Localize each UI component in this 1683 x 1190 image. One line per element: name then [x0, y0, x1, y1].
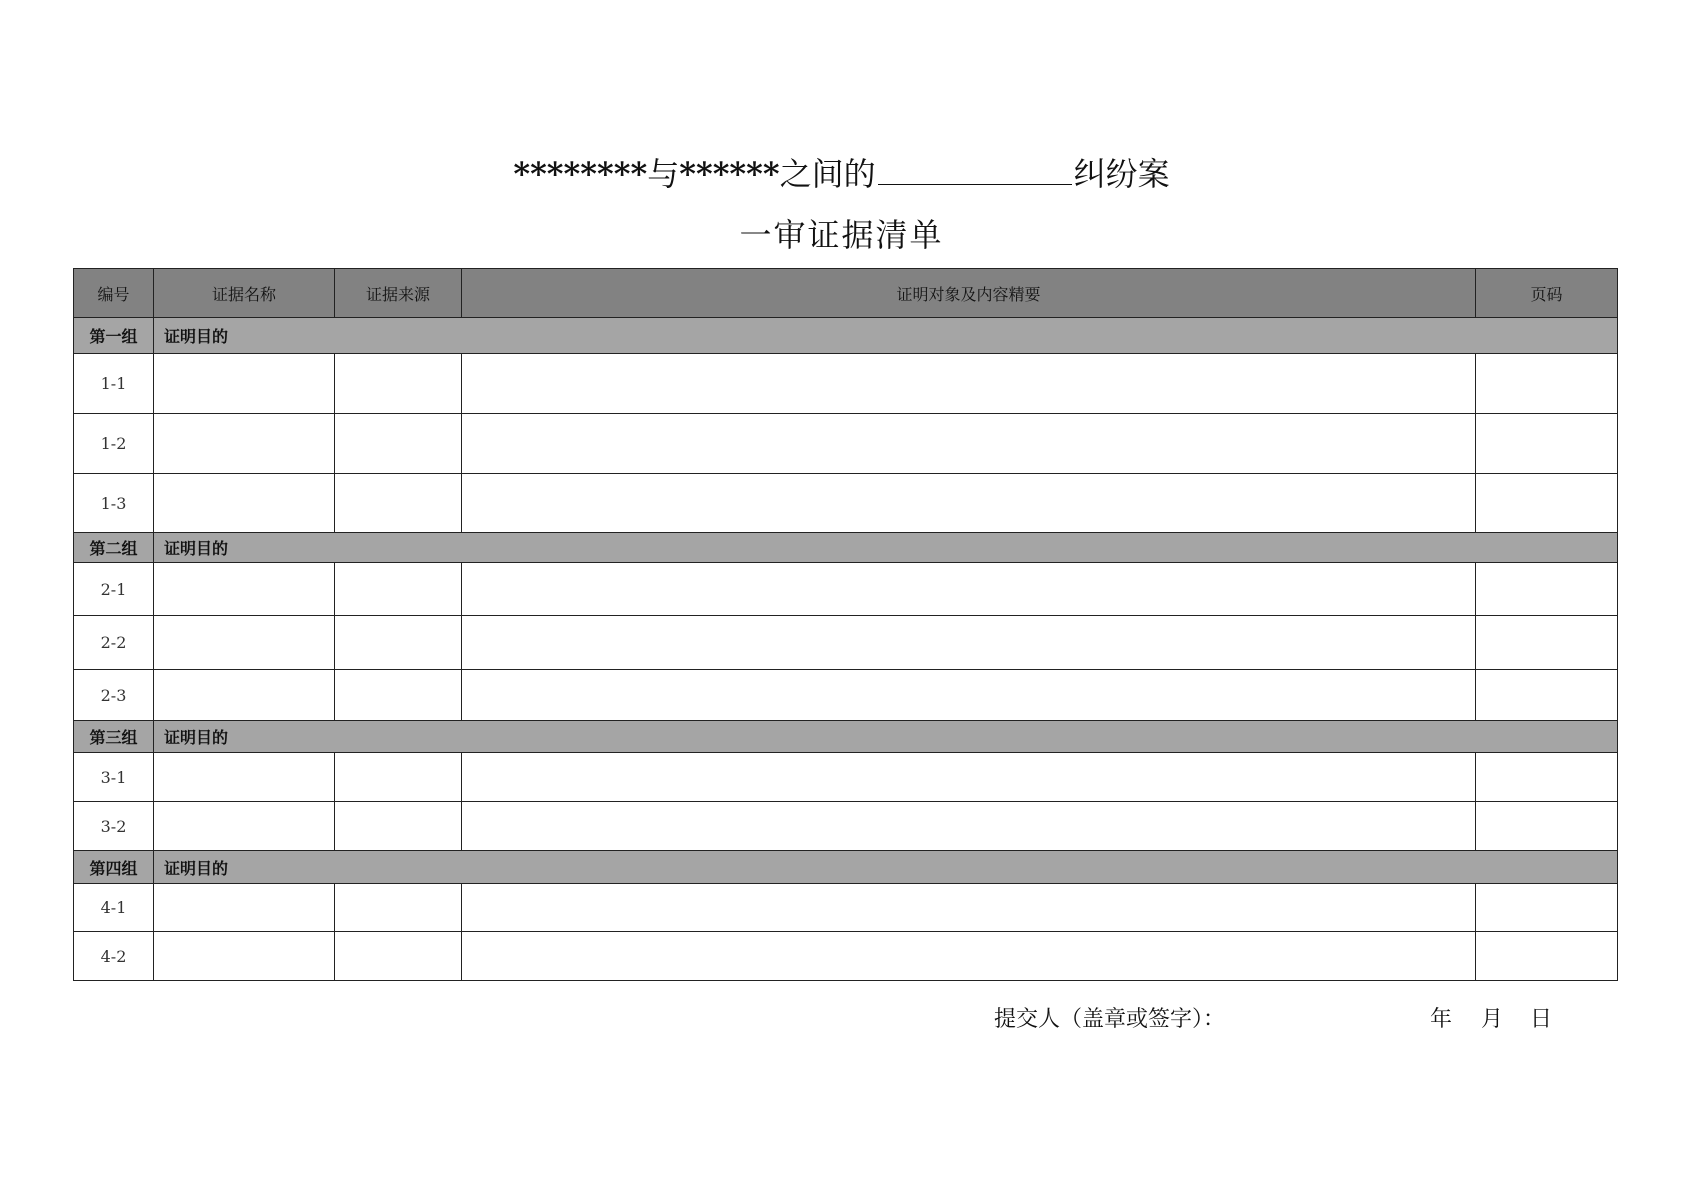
item-number: 1-1 — [74, 354, 154, 414]
item-number: 3-1 — [74, 753, 154, 802]
proof-summary-cell[interactable] — [462, 670, 1476, 721]
table-row — [74, 884, 1618, 932]
page-number-cell[interactable] — [1476, 932, 1618, 981]
evidence-name-cell[interactable] — [154, 563, 335, 616]
table-header-row — [74, 269, 1618, 318]
title-conjunction: 与 — [647, 155, 680, 193]
evidence-name-cell[interactable] — [154, 884, 335, 932]
group-purpose[interactable]: 证明目的 — [154, 851, 1618, 884]
evidence-name-cell[interactable] — [154, 414, 335, 474]
group-row — [74, 721, 1618, 753]
table-row — [74, 414, 1618, 474]
group-name: 第三组 — [74, 721, 154, 753]
page-number-cell[interactable] — [1476, 354, 1618, 414]
group-purpose[interactable]: 证明目的 — [154, 533, 1618, 563]
evidence-name-cell[interactable] — [154, 616, 335, 670]
evidence-name-cell[interactable] — [154, 753, 335, 802]
item-number: 2-3 — [74, 670, 154, 721]
page-subtitle: 一审证据清单 — [739, 216, 944, 254]
group-row — [74, 318, 1618, 354]
page-number-cell[interactable] — [1476, 616, 1618, 670]
evidence-name-cell[interactable] — [154, 474, 335, 533]
header-page-number: 页码 — [1476, 269, 1618, 318]
evidence-name-cell[interactable] — [154, 802, 335, 851]
evidence-source-cell[interactable] — [335, 753, 462, 802]
party-b-placeholder: ****** — [679, 155, 780, 193]
item-number: 1-2 — [74, 414, 154, 474]
header-number: 编号 — [74, 269, 154, 318]
page-number-cell[interactable] — [1476, 884, 1618, 932]
table-row — [74, 563, 1618, 616]
group-name: 第四组 — [74, 851, 154, 884]
evidence-source-cell[interactable] — [335, 563, 462, 616]
date-day-label: 日 — [1530, 1007, 1553, 1032]
proof-summary-cell[interactable] — [462, 802, 1476, 851]
group-row — [74, 851, 1618, 884]
table-row — [74, 616, 1618, 670]
evidence-source-cell[interactable] — [335, 884, 462, 932]
evidence-source-cell[interactable] — [335, 670, 462, 721]
item-number: 2-2 — [74, 616, 154, 670]
title-case-suffix: 纠纷案 — [1073, 155, 1170, 193]
group-name: 第二组 — [74, 533, 154, 563]
evidence-source-cell[interactable] — [335, 474, 462, 533]
page-number-cell[interactable] — [1476, 670, 1618, 721]
title-between: 之间的 — [779, 155, 876, 193]
item-number: 2-1 — [74, 563, 154, 616]
party-a-placeholder: ******** — [513, 155, 648, 193]
evidence-source-cell[interactable] — [335, 616, 462, 670]
proof-summary-cell[interactable] — [462, 563, 1476, 616]
evidence-name-cell[interactable] — [154, 932, 335, 981]
table-row — [74, 932, 1618, 981]
page-number-cell[interactable] — [1476, 802, 1618, 851]
evidence-source-cell[interactable] — [335, 354, 462, 414]
case-title — [0, 152, 1683, 196]
table-row — [74, 354, 1618, 414]
item-number: 1-3 — [74, 474, 154, 533]
group-row — [74, 533, 1618, 563]
evidence-source-cell[interactable] — [335, 932, 462, 981]
page-number-cell[interactable] — [1476, 414, 1618, 474]
submitter-label: 提交人（盖章或签字）： — [994, 1007, 1226, 1032]
header-evidence-name: 证据名称 — [154, 269, 335, 318]
evidence-source-cell[interactable] — [335, 802, 462, 851]
proof-summary-cell[interactable] — [462, 354, 1476, 414]
proof-summary-cell[interactable] — [462, 414, 1476, 474]
proof-summary-cell[interactable] — [462, 474, 1476, 533]
group-purpose[interactable]: 证明目的 — [154, 318, 1618, 354]
table-row — [74, 474, 1618, 533]
header-evidence-source: 证据来源 — [335, 269, 462, 318]
table-row — [74, 802, 1618, 851]
group-name: 第一组 — [74, 318, 154, 354]
evidence-name-cell[interactable] — [154, 354, 335, 414]
proof-summary-cell[interactable] — [462, 932, 1476, 981]
item-number: 3-2 — [74, 802, 154, 851]
proof-summary-cell[interactable] — [462, 884, 1476, 932]
proof-summary-cell[interactable] — [462, 753, 1476, 802]
page-number-cell[interactable] — [1476, 753, 1618, 802]
item-number: 4-1 — [74, 884, 154, 932]
evidence-source-cell[interactable] — [335, 414, 462, 474]
date-year-label: 年 — [1430, 1007, 1453, 1032]
date-month-label: 月 — [1481, 1007, 1504, 1032]
header-proof-summary: 证明对象及内容精要 — [462, 269, 1476, 318]
table-row — [74, 670, 1618, 721]
proof-summary-cell[interactable] — [462, 616, 1476, 670]
item-number: 4-2 — [74, 932, 154, 981]
group-purpose[interactable]: 证明目的 — [154, 721, 1618, 753]
page-number-cell[interactable] — [1476, 563, 1618, 616]
page-number-cell[interactable] — [1476, 474, 1618, 533]
evidence-name-cell[interactable] — [154, 670, 335, 721]
dispute-type-blank — [878, 156, 1072, 185]
evidence-table — [73, 268, 1618, 981]
table-row — [74, 753, 1618, 802]
